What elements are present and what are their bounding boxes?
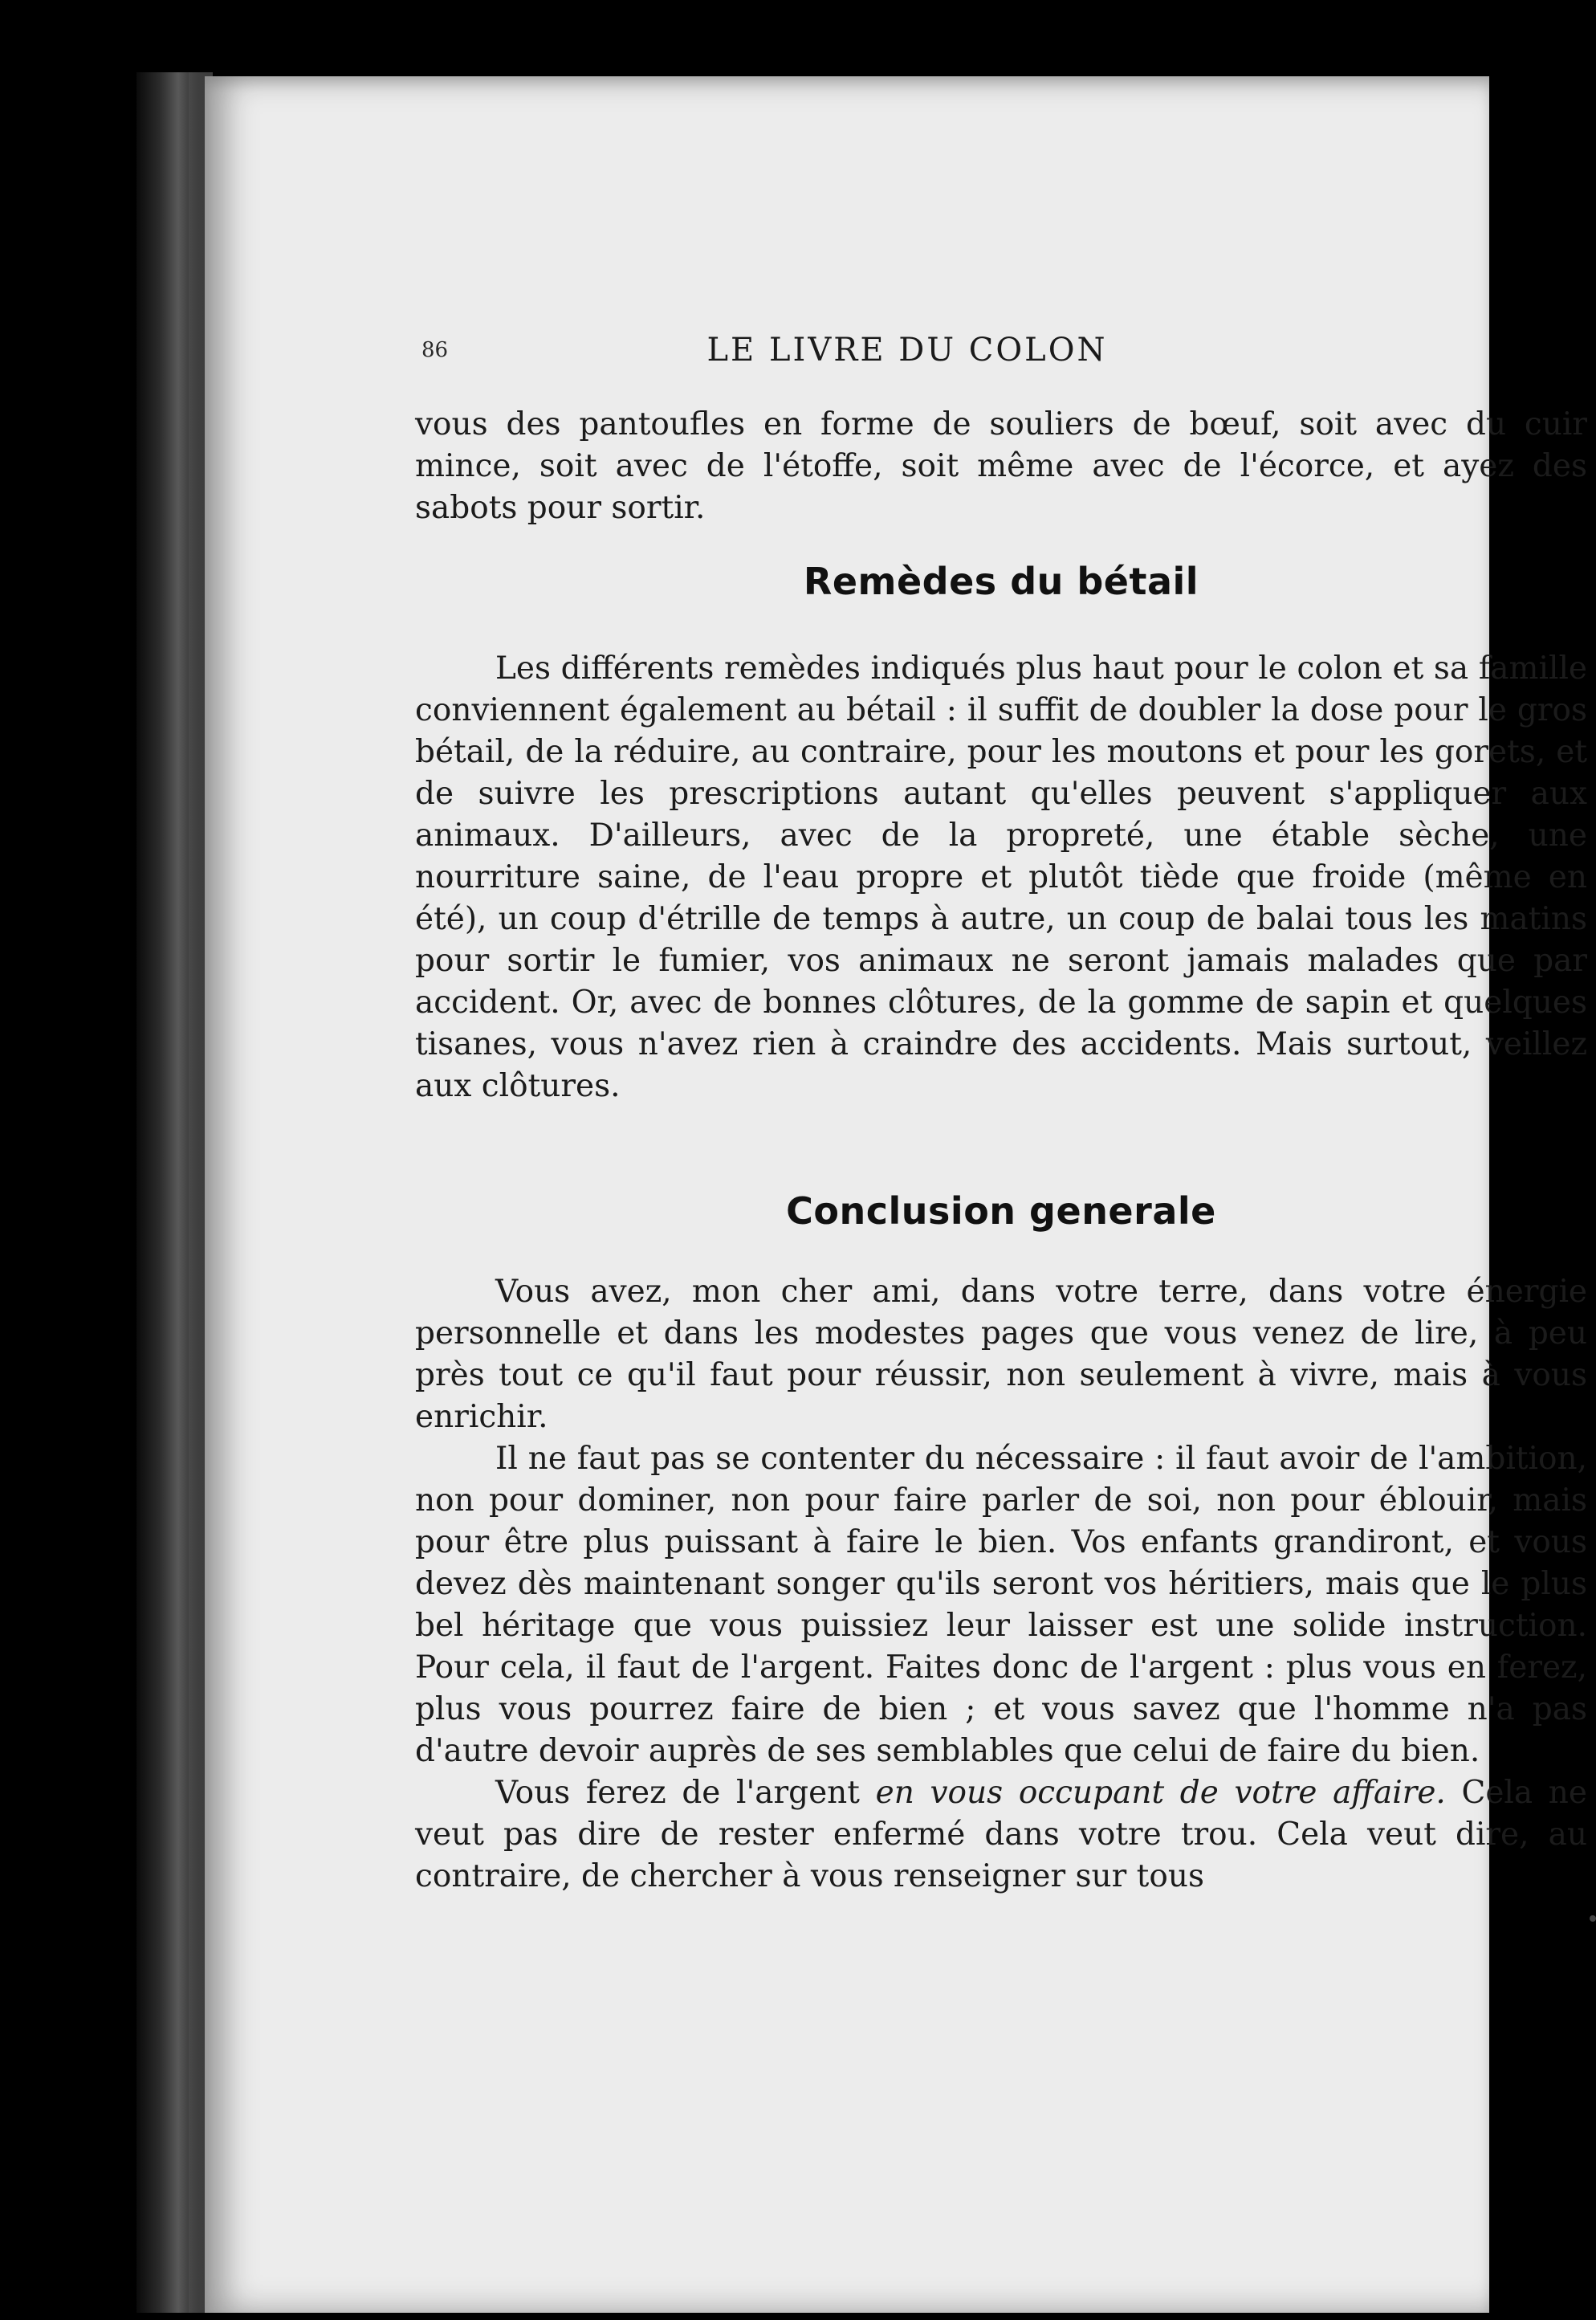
page-header <box>421 332 1393 380</box>
section-heading-conclusion: Conclusion generale <box>786 1189 1216 1233</box>
section-body-remedes <box>415 648 1587 1107</box>
section-heading-remedes: Remèdes du bétail <box>803 560 1199 603</box>
book-page <box>205 76 1587 2313</box>
paragraph-2: Les différents remèdes indiqués plus haut pour le colon et sa famille conviennent également au bétail : il suffit de doubler la dose pour le gros bétail, de la réduire, au contraire, pour les moutons et pour les gorets, et de suivre les prescriptions autant qu'elles peuvent s'appliquer aux animaux. D'ailleurs, avec de la propreté, une étable sèche, une nourriture saine, de l'eau propre et plutôt tiède que froide (même en été), un coup d'étrille de temps à autre, un coup de balai tous les matins pour sortir le fumier, vos animaux ne seront jamais malades que par accident. Or, avec de bonnes clôtures, de la gomme de sapin et quelques tisanes, vous n'avez rien à craindre des accidents. Mais surtout, veillez aux clôtures. <box>415 650 1587 1104</box>
ink-speck <box>1590 1915 1596 1922</box>
paragraph-5-end: Cela ne veut pas dire de rester enfermé dans votre trou. Cela veut dire, au contraire, de chercher à vous renseigner sur tous <box>415 1775 1587 1894</box>
page-number: 86 <box>421 338 449 362</box>
paragraph-5 <box>415 1772 1587 1898</box>
paragraph-1: vous des pantoufles en forme de souliers de bœuf, soit avec du cuir mince, soit avec de l'étoffe, soit même avec de l'écorce, et ayez des sabots pour sortir. <box>415 406 1587 526</box>
paragraph-4: Il ne faut pas se contenter du nécessaire : il faut avoir de l'ambition, non pour dominer, non pour faire parler de soi, non pour éblouir, mais pour être plus puissant à faire le bien. Vos enfants grandiront, et vous devez dès maintenant songer qu'ils seront vos héritiers, mais que le plus bel héritage que vous puissiez leur laisser est une solide instruction. Pour cela, il faut de l'argent. Faites donc de l'argent : plus vous en ferez, plus vous pourrez faire de bien ; et vous savez que l'homme n'a pas d'autre devoir auprès de ses semblables que celui de faire du bien. <box>415 1441 1587 1769</box>
paragraph-continuation <box>415 404 1587 529</box>
running-title: LE LIVRE DU COLON <box>706 332 1108 369</box>
paragraph-5-start: Vous ferez de l'argent <box>495 1775 876 1811</box>
paragraph-5-italic: en vous occupant de votre affaire. <box>875 1775 1446 1811</box>
section-body-conclusion <box>415 1271 1587 1898</box>
paragraph-3: Vous avez, mon cher ami, dans votre terre, dans votre énergie personnelle et dans les modestes pages que vous venez de lire, à peu près tout ce qu'il faut pour réussir, non seulement à vivre, mais à vous enrichir. <box>415 1274 1587 1435</box>
